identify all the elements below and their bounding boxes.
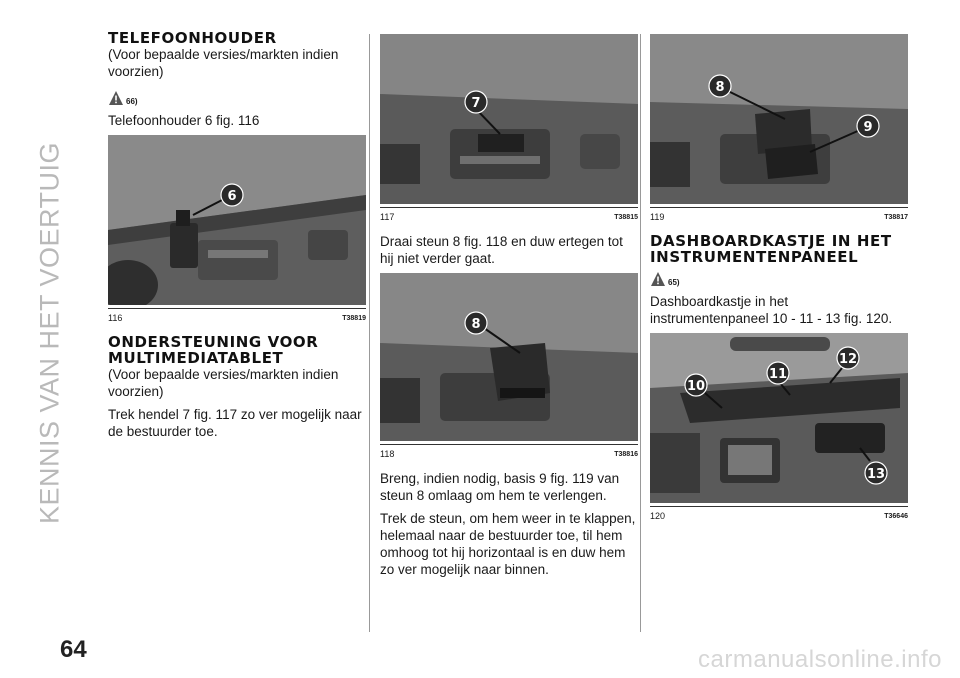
callout-8: 8 xyxy=(471,317,481,332)
warning-reference xyxy=(650,267,908,287)
column-3 xyxy=(650,30,908,532)
warning-reference xyxy=(108,86,366,106)
callout-8: 8 xyxy=(715,80,725,95)
warning-icon xyxy=(108,90,124,106)
warning-ref-number: 66) xyxy=(126,97,138,106)
callout-10: 10 xyxy=(686,379,706,394)
figure-caption xyxy=(380,444,638,460)
warning-icon xyxy=(650,271,666,287)
figure-118 xyxy=(380,273,638,460)
callout-6: 6 xyxy=(227,189,237,204)
warning-ref-number: 65) xyxy=(668,278,680,287)
paragraph: Trek de steun, om hem weer in te klappen, helemaal naar de bestuurder toe, til hem omhoog tot hij horizontaal is en duw hem zo ver mogelijk naar binnen. xyxy=(380,511,636,577)
figure-code: T38815 xyxy=(614,213,638,221)
heading-telefoonhouder: TELEFOONHOUDER xyxy=(108,29,277,47)
figure-117 xyxy=(380,34,638,223)
figure-number: 118 xyxy=(380,449,395,459)
figure-119 xyxy=(650,34,908,223)
callout-7: 7 xyxy=(471,96,481,111)
figure-116 xyxy=(108,135,366,324)
figure-caption xyxy=(380,207,638,223)
paragraph: Trek hendel 7 fig. 117 zo ver mogelijk naar de bestuurder toe. xyxy=(108,407,362,439)
figure-image xyxy=(108,135,366,305)
side-section-title: KENNIS VAN HET VOERTUIG xyxy=(34,141,65,525)
figure-120 xyxy=(650,333,908,522)
column-1 xyxy=(108,30,366,446)
column-divider xyxy=(369,34,370,632)
figure-number: 119 xyxy=(650,212,665,222)
availability-note: (Voor bepaalde versies/markten indien voorzien) xyxy=(108,367,339,399)
figure-image xyxy=(380,273,638,441)
heading-dashboardkastje: DASHBOARDKASTJE IN HET INSTRUMENTENPANEEL xyxy=(650,232,892,266)
figure-image xyxy=(380,34,638,204)
figure-number: 117 xyxy=(380,212,395,222)
column-divider xyxy=(640,34,641,632)
paragraph: Breng, indien nodig, basis 9 fig. 119 van steun 8 omlaag om hem te verlengen. xyxy=(380,471,620,503)
figure-caption xyxy=(650,207,908,223)
figure-code: T38817 xyxy=(884,213,908,221)
paragraph: Telefoonhouder 6 fig. 116 xyxy=(108,113,260,128)
figure-caption xyxy=(108,308,366,324)
figure-caption xyxy=(650,506,908,522)
footer-watermark: carmanualsonline.info xyxy=(698,646,942,673)
heading-ondersteuning: ONDERSTEUNING VOOR MULTIMEDIATABLET xyxy=(108,333,319,367)
callout-11: 11 xyxy=(768,367,788,382)
figure-image xyxy=(650,34,908,204)
figure-image xyxy=(650,333,908,503)
page-number: 64 xyxy=(60,636,87,663)
callout-12: 12 xyxy=(838,352,858,367)
figure-number: 120 xyxy=(650,511,666,521)
callout-9: 9 xyxy=(863,120,873,135)
paragraph: Draai steun 8 fig. 118 en duw ertegen tot hij niet verder gaat. xyxy=(380,234,623,266)
availability-note: (Voor bepaalde versies/markten indien voorzien) xyxy=(108,47,339,79)
column-2 xyxy=(380,30,638,584)
figure-code: T38816 xyxy=(614,450,638,458)
figure-number: 116 xyxy=(108,313,123,323)
figure-code: T36646 xyxy=(884,512,908,520)
figure-code: T38819 xyxy=(342,314,366,322)
callout-13: 13 xyxy=(866,467,886,482)
paragraph: Dashboardkastje in het instrumentenpaneel 10 - 11 - 13 fig. 120. xyxy=(650,294,893,326)
